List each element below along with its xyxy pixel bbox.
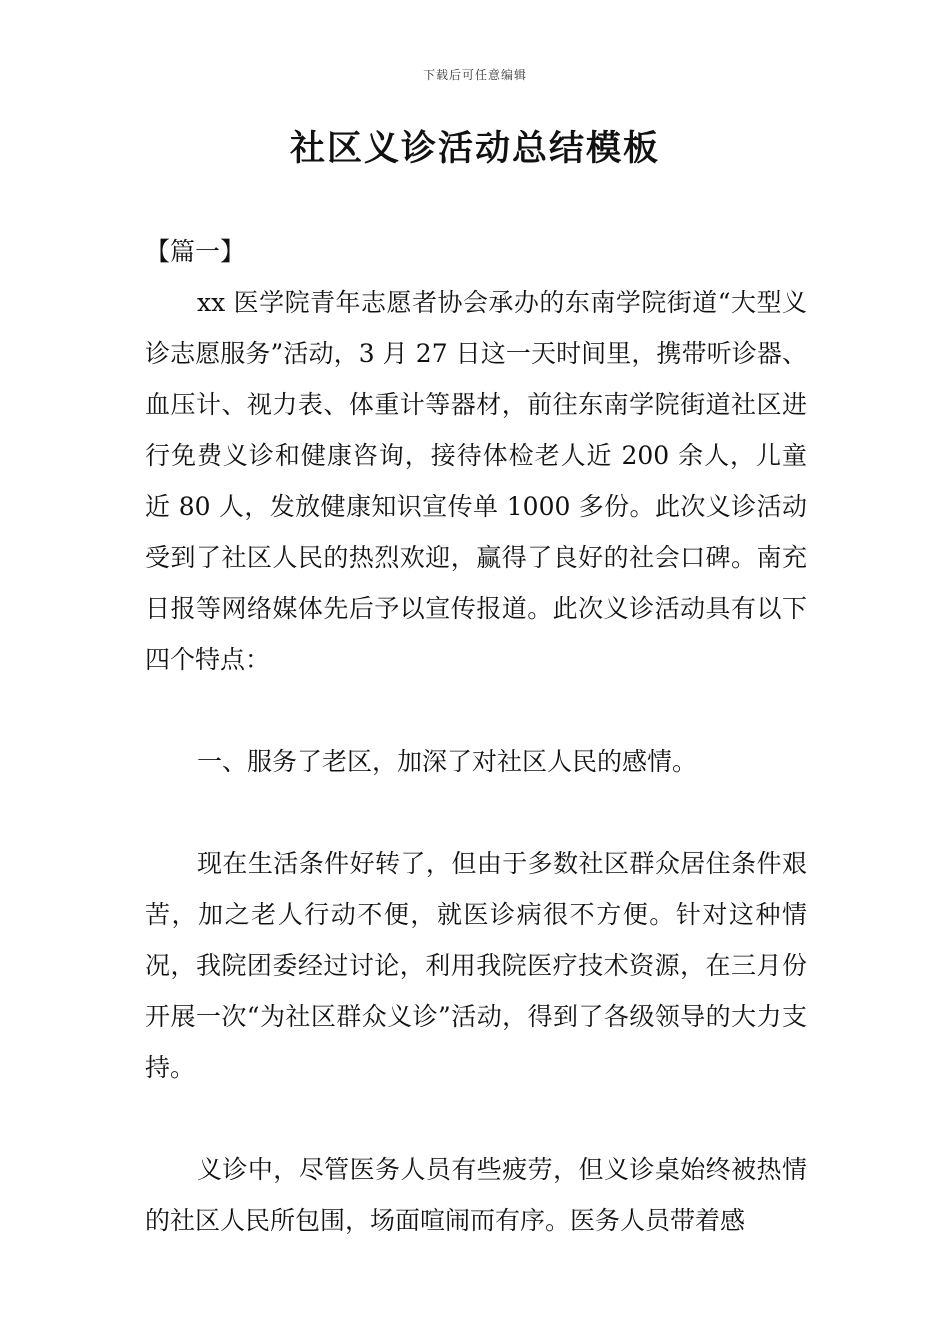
header-note: 下载后可任意编辑 [422,68,527,82]
document-body [145,226,807,1246]
paragraph-intro: xx 医学院青年志愿者协会承办的东南学院街道“大型义诊志愿服务”活动，3 月 27 日这一天时间里，携带听诊器、血压计、视力表、体重计等器材，前往东南学院街道社区进行免费义诊和健康咨询，接待体检老人近 200 余人，儿童近 80 人，发放健康知识宣传单 1000 多份。此次义诊活动受到了社区人民的热烈欢迎，赢得了良好的社会口碑。南充日报等网络媒体先后予以宣传报道。此次义诊活动具有以下四个特点： [145,288,807,674]
document-title: 社区义诊活动总结模板 [289,128,660,169]
paragraph-clinic: 义诊中，尽管医务人员有些疲劳，但义诊桌始终被热情的社区人民所包围，场面喧闹而有序。医务人员带着感 [145,1155,807,1235]
paragraph-heading-one: 一、服务了老区，加深了对社区人民的感情。 [197,747,698,776]
section-tag: 【篇一】 [145,237,246,266]
paragraph-background: 现在生活条件好转了，但由于多数社区群众居住条件艰苦，加之老人行动不便，就医诊病很不方便。针对这种情况，我院团委经过讨论，利用我院医疗技术资源，在三月份开展一次“为社区群众义诊”活动，得到了各级领导的大力支持。 [145,849,807,1082]
